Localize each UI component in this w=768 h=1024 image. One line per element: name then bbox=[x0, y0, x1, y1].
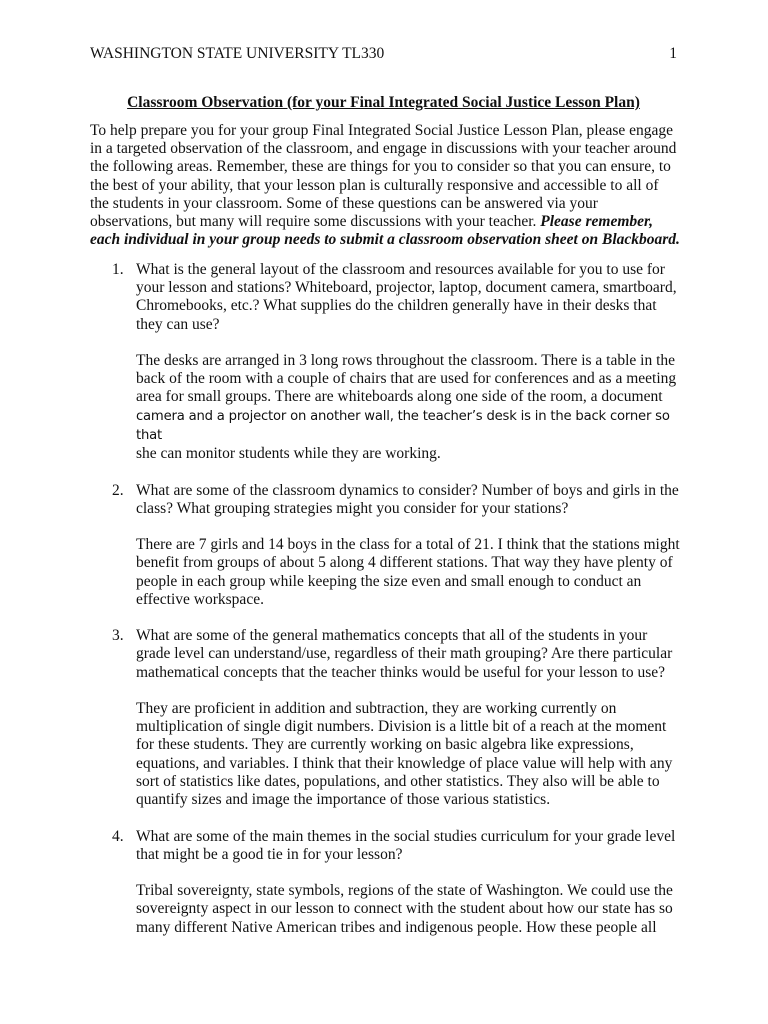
answer-text bbox=[136, 352, 680, 463]
question-text: What are some of the classroom dynamics to consider? Number of boys and girls in the class? What grouping strategies might you consider for your stations? bbox=[136, 481, 679, 517]
intro-paragraph bbox=[90, 122, 680, 249]
answer-text: Tribal sovereignty, state symbols, regions of the state of Washington. We could use the sovereignty aspect in our lesson to connect with the student about how our state has so many different Native American tribes and indigenous people. How these people all bbox=[136, 882, 673, 936]
list-item bbox=[90, 627, 680, 809]
question-text: What are some of the general mathematics concepts that all of the students in your grade level can understand/use, regardless of their math grouping? Are there particular mathematical concepts that the teacher thinks would be useful for your lesson to use? bbox=[136, 627, 673, 681]
page-number: 1 bbox=[669, 45, 677, 62]
document-title: Classroom Observation (for your Final Integrated Social Justice Lesson Plan) bbox=[127, 94, 640, 111]
list-item bbox=[90, 261, 680, 463]
question-number: 3. bbox=[112, 627, 124, 645]
answer-text-alt-font: camera and a projector on another wall, the teacher’s desk is in the back corner so that bbox=[136, 408, 670, 443]
answer-text-part: The desks are arranged in 3 long rows throughout the classroom. There is a table in the back of the room with a couple of chairs that are used for conferences and as a meeting area for small groups. There are whiteboards along one side of the room, a document bbox=[136, 352, 677, 406]
intro-text: To help prepare you for your group Final Integrated Social Justice Lesson Plan, please engage in a targeted observation of the classroom, and engage in discussions with your teacher around the following areas. Remember, these are things for you to consider so that you can ensure, to the best of your ability, that your lesson plan is culturally responsive and accessible to all of the students in your classroom. Some of these questions can be answered via your observations, but many will require some discussions with your teacher. bbox=[90, 122, 677, 231]
answer-text: They are proficient in addition and subtraction, they are working currently on multiplication of single digit numbers. Division is a little bit of a reach at the moment for these students. They are currently working on basic algebra like expressions, equations, and variables. I think that their knowledge of place value will help with any sort of statistics like dates, populations, and other statistics. They also will be able to quantify sizes and image the importance of those various statistics. bbox=[136, 700, 673, 809]
question-list bbox=[90, 261, 680, 955]
running-title: WASHINGTON STATE UNIVERSITY TL330 bbox=[90, 45, 385, 62]
page-header bbox=[90, 45, 677, 63]
list-item bbox=[90, 482, 680, 609]
intro-emphasis: Please remember, each individual in your group needs to submit a classroom observation sheet on Blackboard. bbox=[90, 213, 680, 249]
question-number: 1. bbox=[112, 261, 124, 278]
question-text: What are some of the main themes in the social studies curriculum for your grade level that might be a good tie in for your lesson? bbox=[136, 827, 676, 863]
list-item bbox=[90, 828, 680, 937]
answer-text-end: she can monitor students while they are working. bbox=[136, 445, 441, 463]
question-number: 2. bbox=[112, 481, 124, 499]
question-text: What is the general layout of the classroom and resources available for you to use for your lesson and stations? Whiteboard, projector, laptop, document camera, smartboard, Chromebooks, etc.? What supplies do the children generally have in their desks that they can use? bbox=[136, 261, 677, 333]
answer-text: There are 7 girls and 14 boys in the class for a total of 21. I think that the stations might benefit from groups of about 5 along 4 different stations. That way they have plenty of people in each group while keeping the size even and small enough to conduct an effective workspace. bbox=[136, 536, 680, 608]
question-number: 4. bbox=[112, 827, 124, 845]
